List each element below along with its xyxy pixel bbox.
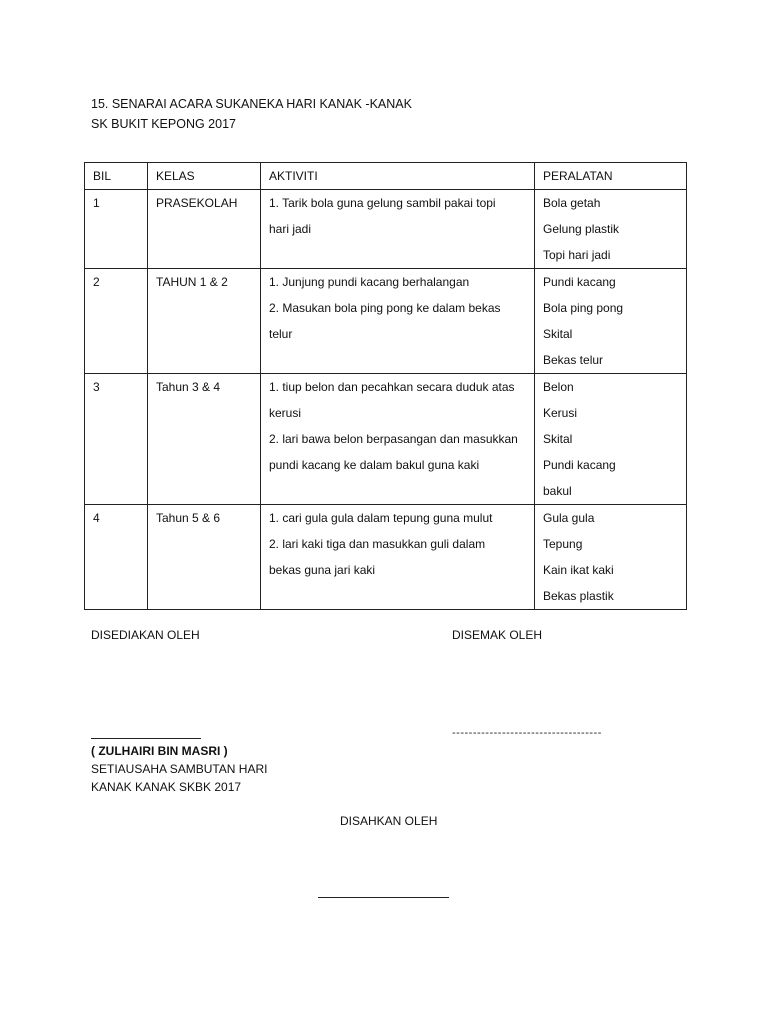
- document-heading: [91, 94, 412, 134]
- peralatan-item: Skital: [543, 432, 573, 446]
- peralatan-item: bakul: [543, 484, 572, 498]
- aktiviti-line: pundi kacang ke dalam bakul guna kaki: [269, 458, 480, 472]
- aktiviti-line: 1. tiup belon dan pecahkan secara duduk atas: [269, 380, 515, 394]
- peralatan-item: Topi hari jadi: [543, 248, 611, 262]
- preparer-role-line-2: KANAK KANAK SKBK 2017: [91, 780, 242, 794]
- peralatan-item: Bekas plastik: [543, 589, 614, 603]
- aktiviti-line: 2. Masukan bola ping pong ke dalam bekas: [269, 301, 501, 315]
- cell-bil: 1: [85, 190, 148, 269]
- table-header-row: [85, 163, 687, 190]
- table-row: [85, 190, 687, 269]
- preparer-role-line-1: SETIAUSAHA SAMBUTAN HARI: [91, 762, 268, 776]
- cell-aktiviti: [261, 269, 535, 374]
- table-row: [85, 269, 687, 374]
- table-row: [85, 505, 687, 610]
- event-table: [84, 162, 687, 610]
- aktiviti-line: 1. cari gula gula dalam tepung guna mulut: [269, 511, 493, 525]
- aktiviti-line: hari jadi: [269, 222, 312, 236]
- aktiviti-line: telur: [269, 327, 293, 341]
- peralatan-item: Gelung plastik: [543, 222, 620, 236]
- table-row: [85, 374, 687, 505]
- header-bil: BIL: [85, 163, 148, 190]
- cell-kelas: Tahun 5 & 6: [148, 505, 261, 610]
- cell-aktiviti: [261, 190, 535, 269]
- prepared-by-label: DISEDIAKAN OLEH: [91, 628, 200, 642]
- heading-line-1: 15. SENARAI ACARA SUKANEKA HARI KANAK -KANAK: [91, 97, 412, 111]
- cell-peralatan: [535, 269, 687, 374]
- cell-bil: 4: [85, 505, 148, 610]
- header-aktiviti: AKTIVITI: [261, 163, 535, 190]
- peralatan-item: Kain ikat kaki: [543, 563, 614, 577]
- aktiviti-line: 2. lari bawa belon berpasangan dan masukkan: [269, 432, 518, 446]
- header-kelas: KELAS: [148, 163, 261, 190]
- cell-kelas: PRASEKOLAH: [148, 190, 261, 269]
- preparer-name: ( ZULHAIRI BIN MASRI ): [91, 744, 228, 758]
- approver-signature-line: [318, 897, 449, 898]
- aktiviti-line: bekas guna jari kaki: [269, 563, 376, 577]
- cell-kelas: TAHUN 1 & 2: [148, 269, 261, 374]
- aktiviti-line: 1. Tarik bola guna gelung sambil pakai topi: [269, 196, 496, 210]
- peralatan-item: Bola ping pong: [543, 301, 624, 315]
- cell-peralatan: [535, 505, 687, 610]
- peralatan-item: Kerusi: [543, 406, 578, 420]
- peralatan-item: Bola getah: [543, 196, 601, 210]
- cell-kelas: Tahun 3 & 4: [148, 374, 261, 505]
- peralatan-item: Tepung: [543, 537, 583, 551]
- cell-aktiviti: [261, 374, 535, 505]
- reviewer-signature-line: ------------------------------------: [452, 727, 602, 739]
- cell-peralatan: [535, 190, 687, 269]
- peralatan-item: Pundi kacang: [543, 458, 616, 472]
- peralatan-item: Belon: [543, 380, 574, 394]
- approved-by-label: DISAHKAN OLEH: [340, 814, 438, 828]
- peralatan-item: Bekas telur: [543, 353, 604, 367]
- aktiviti-line: 2. lari kaki tiga dan masukkan guli dalam: [269, 537, 486, 551]
- aktiviti-line: kerusi: [269, 406, 302, 420]
- peralatan-item: Gula gula: [543, 511, 595, 525]
- cell-bil: 2: [85, 269, 148, 374]
- cell-bil: 3: [85, 374, 148, 505]
- heading-line-2: SK BUKIT KEPONG 2017: [91, 117, 236, 131]
- reviewed-by-label: DISEMAK OLEH: [452, 628, 543, 642]
- peralatan-item: Pundi kacang: [543, 275, 616, 289]
- peralatan-item: Skital: [543, 327, 573, 341]
- cell-peralatan: [535, 374, 687, 505]
- cell-aktiviti: [261, 505, 535, 610]
- header-peralatan: PERALATAN: [535, 163, 687, 190]
- preparer-signature-line: [91, 738, 201, 739]
- aktiviti-line: 1. Junjung pundi kacang berhalangan: [269, 275, 470, 289]
